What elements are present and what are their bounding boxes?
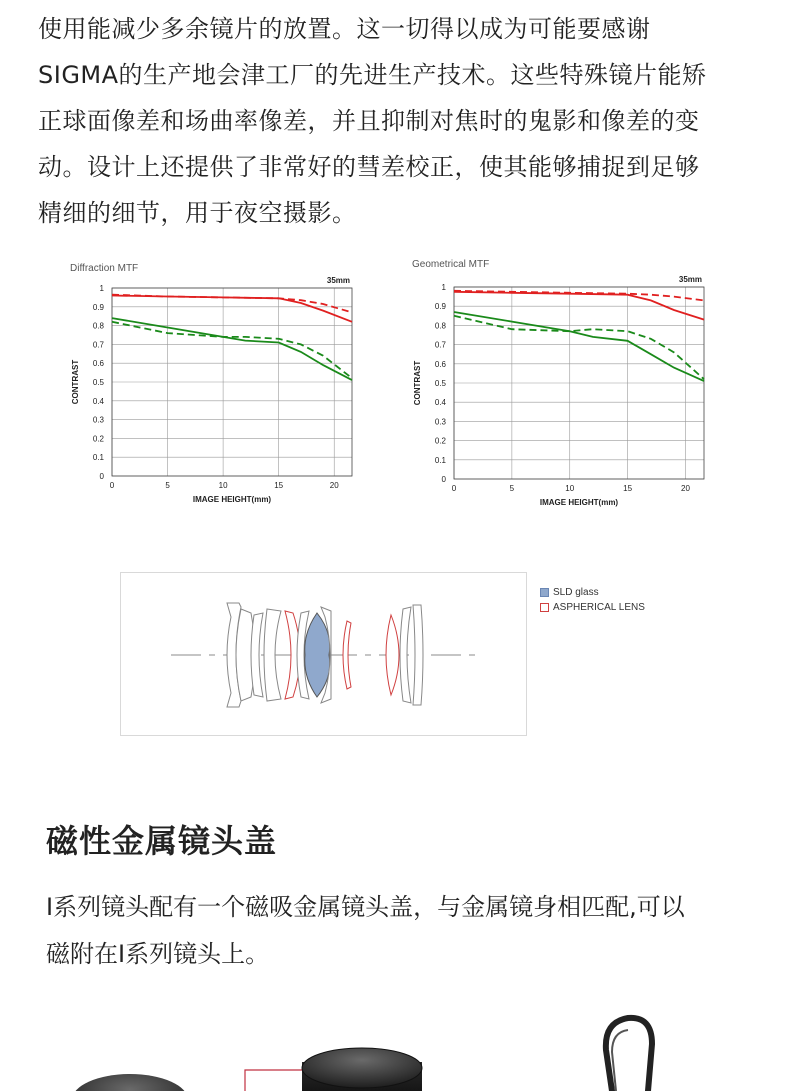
y-tick-label: 0.7 (434, 340, 446, 350)
intro-line-2: SIGMA的生产地会津工厂的先进生产技术。这些特殊镜片能矫 (38, 61, 707, 89)
x-axis-label: IMAGE HEIGHT(mm) (192, 495, 272, 504)
carabiner-gate (612, 1030, 628, 1091)
x-tick-label: 20 (329, 481, 339, 490)
lens-cap-product-photos (0, 1000, 790, 1091)
y-tick-label: 0.4 (434, 398, 446, 408)
y-tick-label: 0.4 (92, 396, 104, 406)
x-tick-label: 15 (274, 481, 284, 490)
lens-diagram-svg (121, 573, 528, 737)
intro-line-4: 动。设计上还提供了非常好的彗差校正，使其能够捕捉到足够 (38, 153, 700, 181)
x-tick-label: 10 (218, 481, 228, 490)
lens-cap-left (72, 1074, 188, 1091)
series-line-1 (454, 291, 704, 301)
y-tick-label: 1 (441, 283, 446, 292)
x-axis-label: IMAGE HEIGHT(mm) (539, 498, 619, 507)
legend-aspherical-label: ASPHERICAL LENS (553, 602, 645, 613)
y-axis-label: CONTRAST (413, 360, 422, 406)
y-tick-label: 0.3 (92, 415, 104, 425)
x-tick-label: 5 (165, 481, 170, 490)
y-tick-label: 0.5 (434, 379, 446, 388)
diffraction-mtf-chart (60, 255, 370, 515)
focal-length-label: 35mm (678, 275, 702, 284)
y-tick-label: 0.6 (92, 359, 104, 369)
intro-line-3: 正球面像差和场曲率像差，并且抑制对焦时的鬼影和像差的变 (38, 107, 700, 135)
intro-paragraph (38, 6, 758, 236)
geometrical-mtf-svg (402, 253, 717, 518)
y-axis-label: CONTRAST (71, 359, 80, 405)
y-tick-label: 0 (99, 472, 104, 481)
y-tick-label: 0.6 (434, 359, 446, 369)
series-line-2 (454, 312, 704, 381)
y-tick-label: 0.2 (92, 434, 104, 444)
x-tick-label: 0 (109, 481, 115, 490)
x-tick-label: 15 (623, 484, 633, 493)
series-line-2 (112, 318, 352, 380)
lens-element-12 (413, 605, 423, 705)
y-tick-label: 0.9 (92, 302, 104, 312)
callout-line (245, 1070, 305, 1091)
y-tick-label: 0.1 (434, 455, 446, 465)
aspherical-swatch (540, 603, 549, 612)
sld-swatch (540, 588, 549, 597)
focal-length-label: 35mm (326, 276, 350, 285)
x-tick-label: 10 (565, 484, 575, 493)
legend-aspherical (540, 600, 645, 615)
chart-title: Diffraction MTF (70, 263, 139, 274)
y-tick-label: 0.2 (434, 436, 446, 446)
lens-element-11 (400, 607, 411, 703)
product-photos-svg (0, 1000, 790, 1091)
y-tick-label: 0.8 (92, 321, 104, 331)
intro-line-1: 使用能减少多余镜片的放置。这一切得以成为可能要感谢 (38, 15, 651, 43)
series-line-0 (112, 296, 352, 322)
lens-legend (540, 585, 645, 615)
section-line-2: 磁附在I系列镜头上。 (46, 940, 270, 968)
y-tick-label: 0.1 (92, 453, 104, 463)
intro-line-5: 精细的细节，用于夜空摄影。 (38, 199, 357, 227)
y-tick-label: 0.9 (434, 302, 446, 312)
chart-title: Geometrical MTF (412, 259, 490, 270)
lens-construction-diagram (120, 572, 527, 736)
x-tick-label: 5 (509, 484, 515, 493)
lens-element-10-aspherical (386, 615, 399, 695)
x-tick-label: 20 (681, 484, 690, 493)
legend-sld-label: SLD glass (553, 587, 599, 598)
geometrical-mtf-chart (402, 253, 717, 518)
y-tick-label: 1 (99, 284, 104, 293)
x-tick-label: 0 (451, 484, 457, 493)
y-tick-label: 0.8 (434, 321, 446, 331)
section-line-1: I系列镜头配有一个磁吸金属镜头盖，与金属镜身相匹配,可以 (46, 893, 685, 921)
y-tick-label: 0.7 (92, 340, 104, 350)
y-tick-label: 0.3 (434, 417, 446, 427)
y-tick-label: 0 (441, 475, 446, 484)
series-line-3 (112, 322, 352, 378)
lens-element-7-sld (305, 613, 330, 697)
y-tick-label: 0.5 (92, 378, 104, 387)
legend-sld (540, 585, 645, 600)
section-body (46, 884, 766, 978)
section-title: 磁性金属镜头盖 (46, 822, 278, 860)
diffraction-mtf-svg (60, 255, 370, 515)
